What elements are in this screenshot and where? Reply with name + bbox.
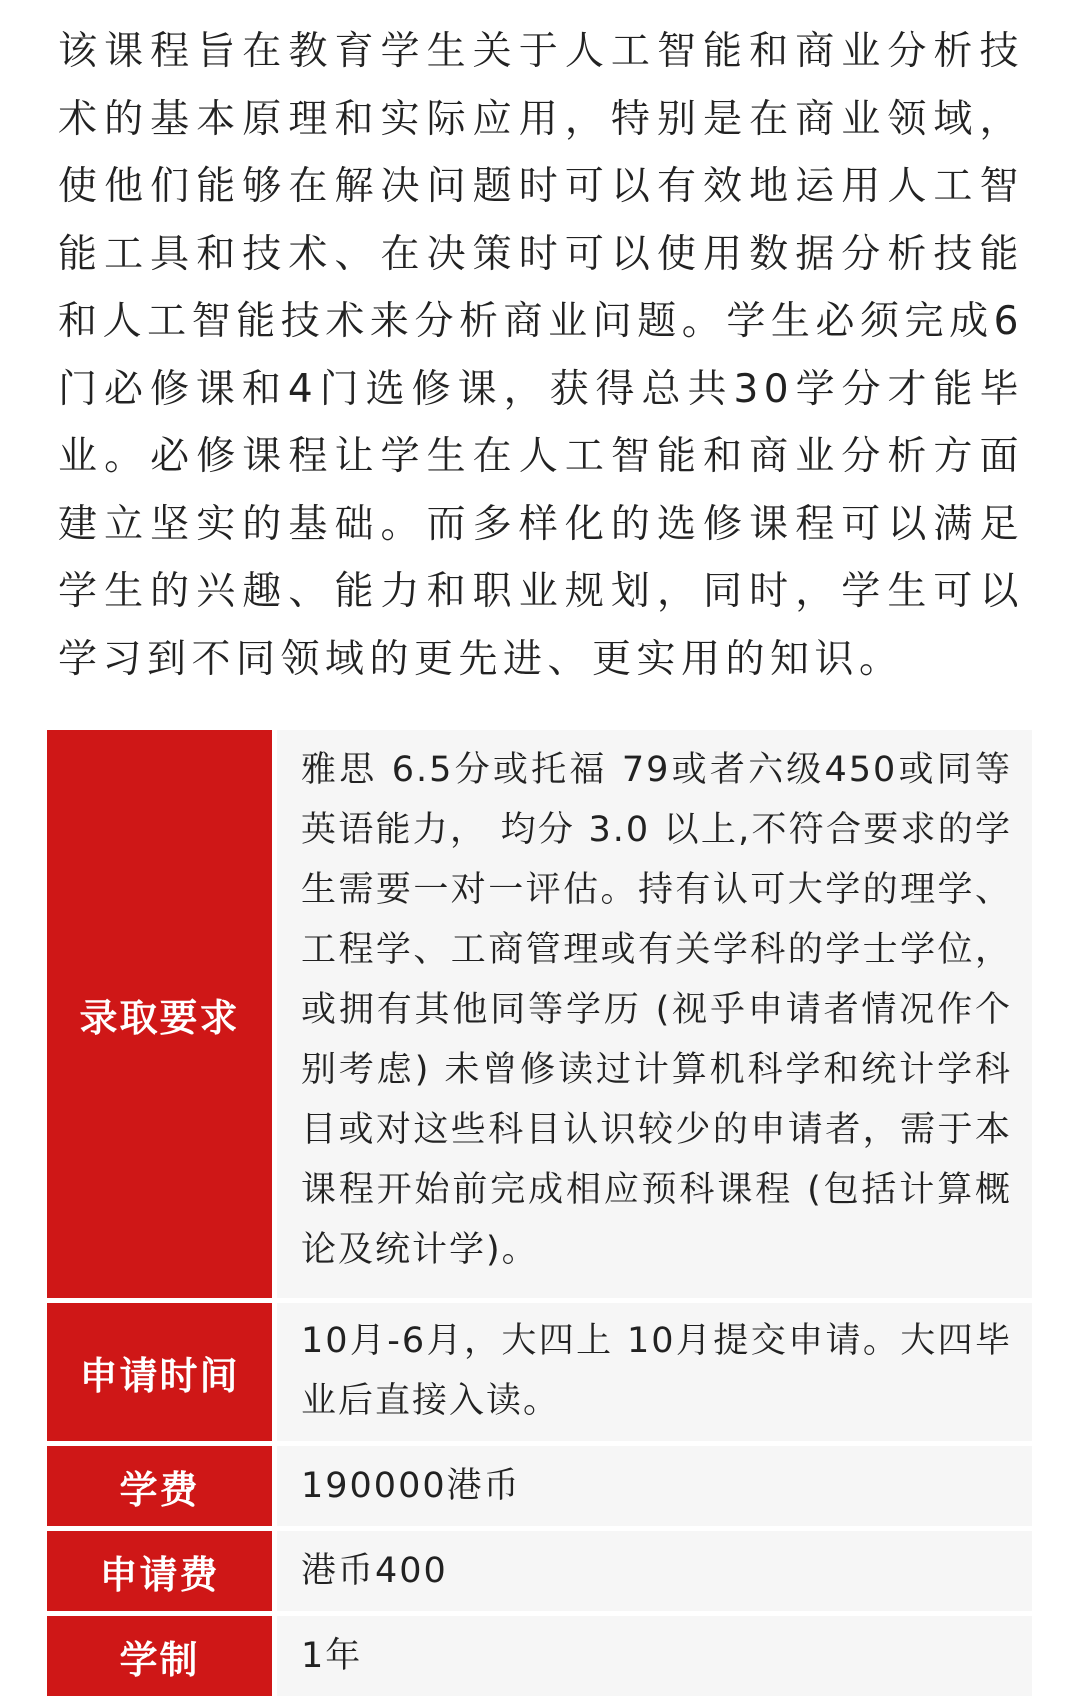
duration-value: 1年 [277,1616,1032,1696]
duration-label: 学制 [47,1616,272,1696]
admission-label: 录取要求 [47,730,272,1298]
table-row-admission [47,730,1032,1298]
tuition-value: 190000港币 [277,1446,1032,1526]
application-period-value: 10月-6月，大四上 10月提交申请。大四毕业后直接入读。 [277,1303,1032,1441]
application-period-label: 申请时间 [47,1303,272,1441]
admission-value: 雅思 6.5分或托福 79或者六级450或同等英语能力， 均分 3.0 以上,不符合要求的学生需要一对一评估。持有认可大学的理学、工程学、工商管理或有关学科的学士学位，或拥有其他同等学历 (视乎申请者情况作个别考虑) 未曾修读过计算机科学和统计学科目或对这些科目认识较少的申请者，需于本课程开始前完成相应预科课程 (包括计算概论及统计学)。 [277,730,1032,1298]
table-row-tuition [47,1446,1032,1526]
table-row-application-fee [47,1531,1032,1611]
table-row-application-period [47,1303,1032,1441]
application-fee-label: 申请费 [47,1531,272,1611]
table-row-duration [47,1616,1032,1696]
application-fee-value: 港币400 [277,1531,1032,1611]
tuition-label: 学费 [47,1446,272,1526]
program-info-table [47,730,1032,1696]
program-description: 该课程旨在教育学生关于人工智能和商业分析技术的基本原理和实际应用，特别是在商业领域，使他们能够在解决问题时可以有效地运用人工智能工具和技术、在决策时可以使用数据分析技能和人工智能技术来分析商业问题。学生必须完成6门必修课和4门选修课，获得总共30学分才能毕业。必修课程让学生在人工智能和商业分析方面建立坚实的基础。而多样化的选修课程可以满足学生的兴趣、能力和职业规划，同时，学生可以学习到不同领域的更先进、更实用的知识。 [58,29,1024,682]
